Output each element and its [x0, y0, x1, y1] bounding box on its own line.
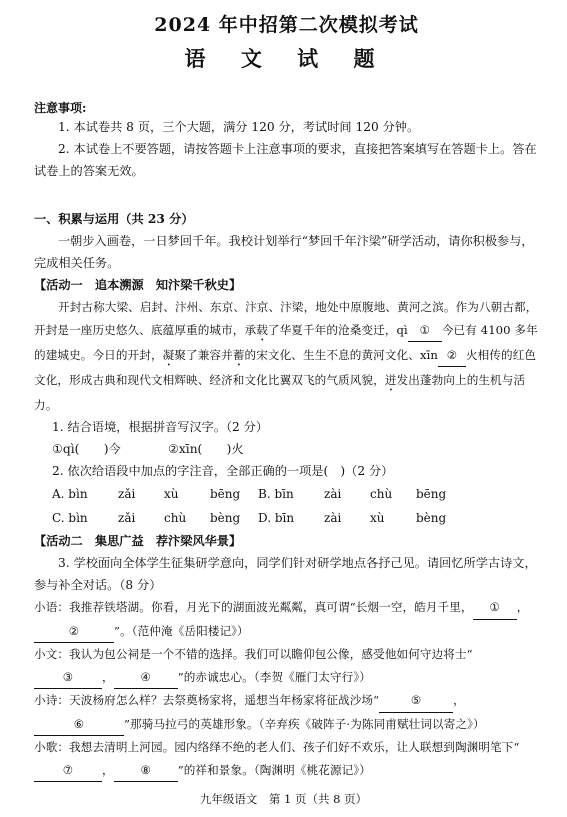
notice-item-2: 2. 本试卷上不要答题，请按答题卡上注意事项的要求，直接把答案填写在答题卡上。答在试卷上的答案无效。: [34, 142, 537, 178]
blank-poem-4: ④: [114, 666, 178, 690]
section-heading: 一、积累与运用（共 23 分）: [34, 212, 194, 226]
question-1-item-a: ①qì( )今: [52, 442, 121, 456]
dotted-char-2: 凝: [162, 347, 175, 362]
blank-poem-2: ②: [34, 620, 114, 644]
question-2: 2. 依次给语段中加点的字注音，全部正确的一项是( )（2 分）: [52, 464, 394, 478]
dotted-char-1: 载: [256, 322, 268, 337]
dialogue-xiaowen: 小文：我认为包公祠是一个不错的选择。我们可以瞻仰包公像，感受他如何守边将士“③ ， ④ ”的赤诚忠心。（李贺《雁门太守行》）: [34, 643, 539, 689]
activity-1-passage: 开封古称大梁、启封、汴州、东京、汴京、汴梁，地处中原腹地、黄河之滨。作为八朝古都，开封是一座历史悠久、底蕴厚重的城市，承载了华夏千年的沧桑变迁，qì ① 今已有 4100 多年的建城史。今日的开封，凝聚了兼容并蓄的宋文化、生生不息的黄河文化、xīn ② 火相传的红色文化，形成古典和现代文相辉映、经济和文化比翼双飞的气质风貌，迸发出蓬勃向上的生机与活力。: [34, 300, 538, 412]
activity-2-heading: 【活动二 集思广益 荐汴梁风华景】: [34, 534, 242, 548]
dotted-char-4: 迸: [384, 372, 397, 387]
blank-2: ②: [438, 344, 466, 368]
question-1-item-b: ②xīn( )火: [168, 442, 244, 456]
notice-heading: 注意事项:: [34, 101, 87, 115]
notice-item-1: 1. 本试卷共 8 页，三个大题，满分 120 分，考试时间 120 分钟。: [58, 120, 420, 134]
blank-poem-6: ⑥: [34, 713, 124, 737]
blank-1: ①: [408, 319, 442, 343]
question-3: 3. 学校面向全体学生征集研学意向，同学们针对研学地点各抒己见。请回忆所学古诗文，参与补全对话。（8 分）: [34, 556, 537, 592]
exam-title: 2024 年中招第二次模拟考试: [154, 14, 419, 36]
dialogue-xiaoge: 小歌：我想去清明上河园。园内络绎不绝的老人们、孩子们好不欢乐，让人联想到陶渊明笔下“⑦ ， ⑧ ”的祥和景象。（陶渊明《桃花源记》）: [34, 736, 539, 782]
option-c[interactable]: C. bìn zǎi chù bèng: [52, 511, 241, 525]
option-d[interactable]: D. bīn zài xù bèng: [258, 511, 447, 525]
option-a[interactable]: A. bìn zǎi xù bēng: [52, 487, 241, 501]
question-2-options-row-2: [34, 506, 539, 530]
blank-poem-5: ⑤: [379, 689, 453, 713]
question-1: 1. 结合语境，根据拼音写汉字。（2 分）: [52, 420, 269, 434]
question-1-items: [34, 438, 539, 460]
dotted-char-3: 蓄: [232, 347, 245, 362]
blank-poem-8: ⑧: [114, 759, 178, 783]
page-footer: 九年级语文 第 1 页（共 8 页）: [199, 792, 368, 806]
section-intro: 一朝步入画卷，一日梦回千年。我校计划举行“梦回千年汴梁”研学活动，请你积极参与，完成相关任务。: [34, 234, 534, 270]
activity-1-heading: 【活动一 追本溯源 知汴梁千秋史】: [34, 278, 242, 292]
dialogue-xiaoshi: 小诗：天波杨府怎么样？去祭奠杨家将，遥想当年杨家将征战沙场“ ⑤ ，⑥ ”那骑马拉弓的英雄形象。（辛弃疾《破阵子·为陈同甫赋壮词以寄之》）: [34, 689, 539, 736]
blank-poem-3: ③: [34, 666, 102, 690]
dialogue-xiaoyu: 小语：我推荐铁塔湖。你看，月光下的湖面波光粼粼，真可谓“长烟一空，皓月千里， ① ，② ”。（范仲淹《岳阳楼记》）: [34, 596, 539, 643]
blank-poem-1: ①: [473, 596, 517, 620]
question-2-options-row-1: [34, 482, 539, 506]
option-b[interactable]: B. bīn zài chù bēng: [258, 487, 447, 501]
exam-subject-title: 语 文 试 题: [184, 46, 389, 71]
blank-poem-7: ⑦: [34, 759, 102, 783]
